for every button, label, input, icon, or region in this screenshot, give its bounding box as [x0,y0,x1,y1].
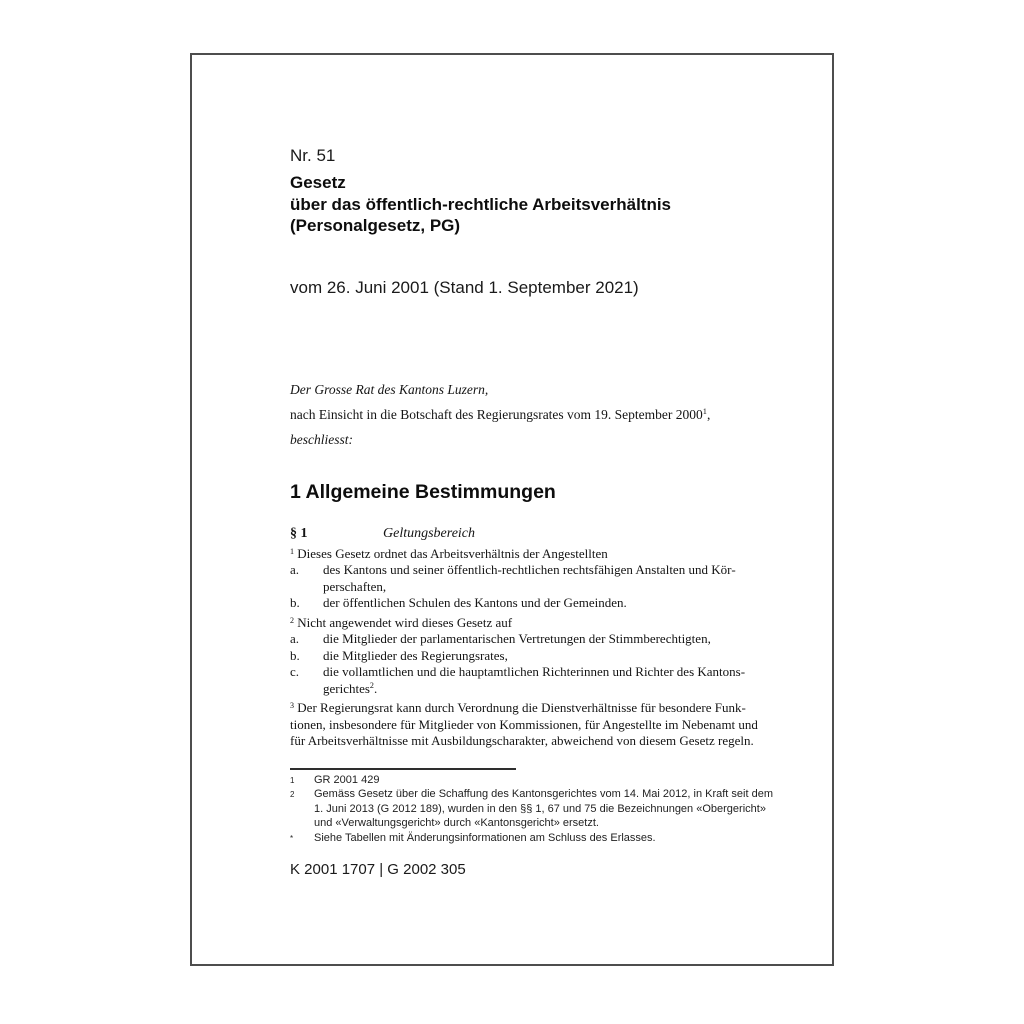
preamble-recital [290,402,776,427]
paragraph-3-text: Der Regierungsrat kann durch Verordnung die Dienstverhältnisse für besondere Funktionen, insbesondere für Mitglieder von Kommissionen, für Angestellte im Nebenamt und für Arbeitsverhältnisse mit Ausbildungscharakter, abweichend von diesem Gesetz regeln. [290,700,758,748]
item-text: des Kantons und seiner öffentlich-rechtlichen rechtsfähigen Anstalten und Körperschaften, [323,562,736,594]
preamble-resolution: beschliesst: [290,431,353,447]
item-label: c. [290,664,300,679]
document-title [290,172,776,237]
recital-tail: , [706,406,711,422]
footnote-marker: * [290,833,294,843]
footnote-ref-1: 1 [702,407,707,417]
recital-text: nach Einsicht in die Botschaft des Regierungsrates vom 19. September 2000 [290,406,703,422]
item-label: a. [290,631,300,646]
paragraph-1-list [290,562,776,612]
paragraph-1-marker: 1 [290,546,295,556]
article-header [290,525,776,542]
item-text: der öffentlichen Schulen des Kantons und der Gemeinden. [323,595,627,610]
item-text [323,664,776,697]
item-text: die Mitglieder der parlamentarischen Vertretungen der Stimmberechtigten, [323,631,711,646]
paragraph-1-text: Dieses Gesetz ordnet das Arbeitsverhältnis der Angestellten [297,545,608,561]
paragraph-2-text: Nicht angewendet wird dieses Gesetz auf [297,614,513,630]
footnote-divider [290,768,516,770]
section-heading: 1 Allgemeine Bestimmungen [290,480,556,503]
list-item [290,648,776,665]
footnote-text: GR 2001 429 [314,773,380,786]
footnote-text: Siehe Tabellen mit Änderungsinformationen am Schluss des Erlasses. [314,831,656,844]
item-label: a. [290,562,300,577]
footnote-marker: 1 [290,775,295,785]
title-line-2: über das öffentlich-rechtliche Arbeitsverhältnis [290,194,672,214]
footnote-text: Gemäss Gesetz über die Schaffung des Kantonsgerichtes vom 14. Mai 2012, in Kraft seit dem 1. Juni 2013 (G 2012 189), wurden in den §§ 1, 67 und 75 die Bezeichnungen «Obergericht» und «Verwaltungsgericht» durch «Kantonsgericht» ersetzt. [314,788,773,829]
paragraph-3-marker: 3 [290,701,295,711]
page-content [290,55,776,879]
list-item [290,562,776,595]
paragraph-3 [290,700,776,750]
item-label: b. [290,595,300,610]
preamble [290,377,776,452]
title-line-1: Gesetz [290,173,346,192]
footnote-row [290,773,776,788]
paragraph-1 [290,546,776,563]
item-text: die Mitglieder des Regierungsrates, [323,647,508,663]
paragraph-2-marker: 2 [290,615,295,625]
list-item [290,664,776,697]
document-number: Nr. 51 [290,146,336,165]
list-item [290,631,776,648]
article-number: § 1 [290,525,308,541]
footnotes [290,773,776,846]
article-title: Geltungsbereich [383,525,476,541]
footer-citation: K 2001 1707 | G 2002 305 [290,861,466,878]
preamble-actor: Der Grosse Rat des Kantons Luzern, [290,381,489,397]
article-body [290,546,776,750]
document-page [190,53,834,966]
paragraph-2-list [290,631,776,697]
item-label: b. [290,647,300,663]
list-item [290,595,776,612]
footnote-row [290,787,776,831]
footnote-row [290,831,776,846]
item-text-tail: . [373,680,378,696]
title-line-3: (Personalgesetz, PG) [290,216,461,235]
footnote-marker: 2 [290,790,295,799]
item-text-main: die vollamtlichen und die hauptamtlichen Richterinnen und Richter des Kantonsgerichtes [323,664,746,696]
paragraph-2 [290,615,776,632]
footnote-ref-2: 2 [369,681,374,691]
enactment-date-line: vom 26. Juni 2001 (Stand 1. September 2021) [290,277,639,297]
